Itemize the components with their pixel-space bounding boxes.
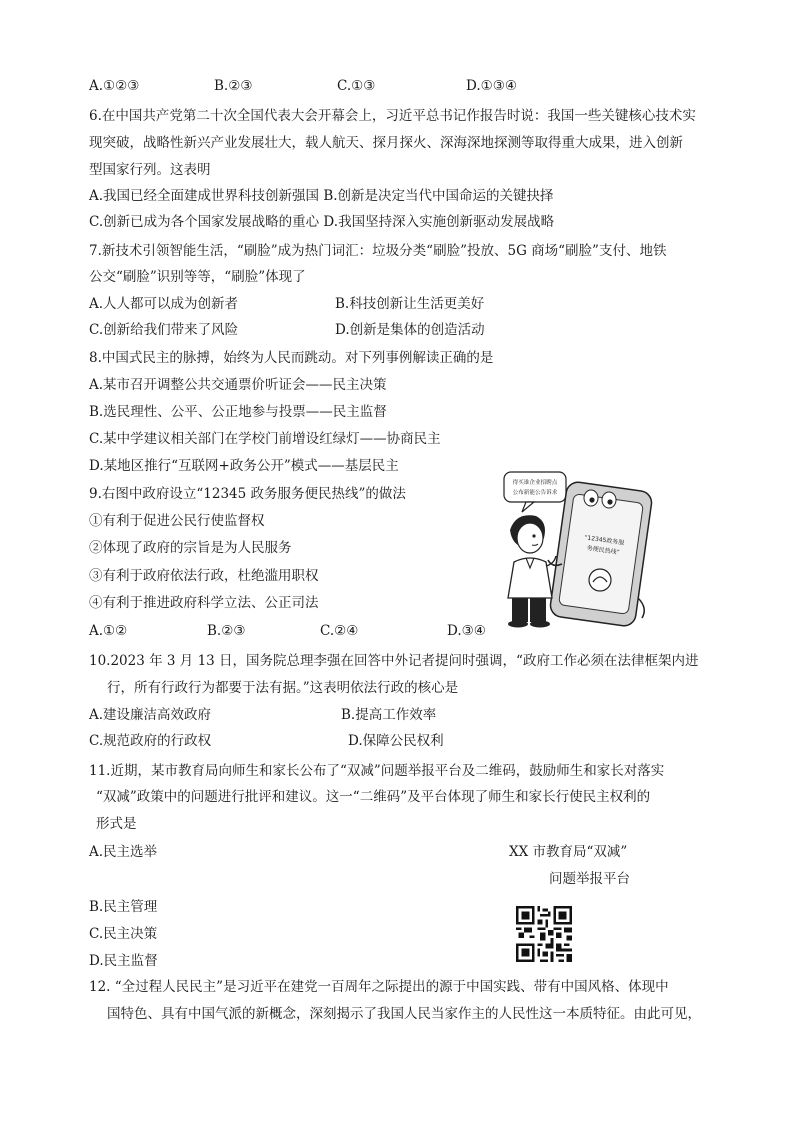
cartoon-bubble-line-1: 得买谁企业招聘点 xyxy=(512,480,558,486)
q12-stem-line-1: 12. “全过程人民民主”是习近平在建党一百周年之际提出的源于中国实践、带有中国风格、体现中 xyxy=(89,979,669,995)
q10-option-d[interactable]: D.保障公民权利 xyxy=(348,733,444,749)
q11-option-d[interactable]: D.民主监督 xyxy=(89,953,158,969)
q7-options-row-2 xyxy=(0,320,794,340)
q11-stem-line-2: “双减”政策中的问题进行批评和建议。这一“二维码”及平台体现了师生和家长行使民主权利的 xyxy=(96,789,651,805)
cartoon-phone-line-2: 务便民热线” xyxy=(586,544,621,557)
q6-stem-line-1: 6.在中国共产党第二十次全国代表大会开幕会上，习近平总书记作报告时说：我国一些关键核心技术实 xyxy=(89,108,696,124)
q9-option-b[interactable]: B.②③ xyxy=(207,623,246,639)
q8-option-a[interactable]: A.某市召开调整公共交通票价听证会——民主决策 xyxy=(89,377,387,393)
q10-option-b[interactable]: B.提高工作效率 xyxy=(341,707,437,723)
q8-stem: 8.中国式民主的脉搏，始终为人民而跳动。对下列事例解读正确的是 xyxy=(89,350,494,366)
cartoon-person xyxy=(508,515,556,627)
q9-option-a[interactable]: A.①② xyxy=(89,623,128,639)
q7-option-d[interactable]: D.创新是集体的创造活动 xyxy=(335,322,485,338)
q7-stem-line-1: 7.新技术引领智能生活，“刷脸”成为热门词汇：垃圾分类“刷脸”投放、5G 商场“刷脸”支付、地铁 xyxy=(89,243,667,259)
qr-caption-line-1: XX 市教育局“双减” xyxy=(509,844,628,860)
q8-option-d[interactable]: D.某地区推行“互联网+政务公开”模式——基层民主 xyxy=(89,458,399,474)
q9-options xyxy=(0,621,794,641)
q10-stem-line-2: 行，所有行政行为都要于法有据。”这表明依法行政的核心是 xyxy=(107,680,459,696)
cartoon-speech-bubble xyxy=(504,472,566,512)
q-prev-option-c[interactable]: C.①③ xyxy=(337,78,376,94)
q6-options-row-1[interactable]: A.我国已经全面建成世界科技创新强国 B.创新是决定当代中国命运的关键抉择 xyxy=(89,188,554,204)
q11-option-a[interactable]: A.民主选举 xyxy=(89,844,158,860)
q9-option-c[interactable]: C.②④ xyxy=(320,623,359,639)
q10-option-a[interactable]: A.建设廉洁高效政府 xyxy=(89,707,212,723)
q7-stem-line-2: 公交“刷脸”识别等等，“刷脸”体现了 xyxy=(89,269,306,285)
q6-options-row-2[interactable]: C.创新已成为各个国家发展战略的重心 D.我国坚持深入实施创新驱动发展战略 xyxy=(89,214,555,230)
qr-caption-line-2: 问题举报平台 xyxy=(549,871,630,887)
q-prev-option-b[interactable]: B.②③ xyxy=(214,78,253,94)
q9-cartoon-illustration xyxy=(496,468,656,630)
q11-stem-line-1: 11.近期，某市教育局向师生和家长公布了“双减”问题举报平台及二维码，鼓励师生和家长对落实 xyxy=(89,763,665,779)
cartoon-phone xyxy=(548,481,653,628)
q9-statement-1: ①有利于促进公民行使监督权 xyxy=(89,513,265,529)
q10-option-c[interactable]: C.规范政府的行政权 xyxy=(89,733,212,749)
q9-statement-2: ②体现了政府的宗旨是为人民服务 xyxy=(89,540,292,556)
q10-stem-line-1: 10.2023 年 3 月 13 日，国务院总理李强在回答中外记者提问时强调，“政府工作必须在法律框架内进 xyxy=(89,653,699,669)
q7-option-b[interactable]: B.科技创新让生活更美好 xyxy=(335,296,485,312)
q11-stem-line-3: 形式是 xyxy=(96,816,137,832)
q11-option-c[interactable]: C.民主决策 xyxy=(89,926,158,942)
cartoon-phone-line-1: “12345政务服 xyxy=(583,534,625,547)
q7-options-row-1 xyxy=(0,294,794,314)
q11-option-b[interactable]: B.民主管理 xyxy=(89,899,158,915)
q7-option-c[interactable]: C.创新给我们带来了风险 xyxy=(89,322,239,338)
q9-statement-4: ④有利于推进政府科学立法、公正司法 xyxy=(89,595,319,611)
q10-options-row-1 xyxy=(0,705,794,725)
q7-option-a[interactable]: A.人人都可以成为创新者 xyxy=(89,296,239,312)
q8-option-c[interactable]: C.某中学建议相关部门在学校门前增设红绿灯——协商民主 xyxy=(89,431,441,447)
q-prev-option-d[interactable]: D.①③④ xyxy=(466,78,517,94)
q-prev-options xyxy=(0,76,794,96)
q-prev-option-a[interactable]: A.①②③ xyxy=(89,78,140,94)
q6-stem-line-2: 现突破，战略性新兴产业发展壮大，载人航天、探月探火、深海深地探测等取得重大成果，进入创新 xyxy=(89,135,683,151)
q6-stem-line-3: 型国家行列。这表明 xyxy=(89,162,211,178)
q9-option-d[interactable]: D.③④ xyxy=(447,623,486,639)
q9-statement-3: ③有利于政府依法行政，杜绝滥用职权 xyxy=(89,568,319,584)
q10-options-row-2 xyxy=(0,731,794,751)
qr-code-icon[interactable] xyxy=(516,906,572,962)
q8-option-b[interactable]: B.选民理性、公平、公正地参与投票——民主监督 xyxy=(89,404,387,420)
q9-stem: 9.右图中政府设立“12345 政务服务便民热线”的做法 xyxy=(89,486,406,502)
q12-stem-line-2: 国特色、具有中国气派的新概念，深刻揭示了我国人民当家作主的人民性这一本质特征。由此可见， xyxy=(107,1006,701,1022)
cartoon-bubble-line-2: 公布新能公告诉求 xyxy=(512,490,558,496)
